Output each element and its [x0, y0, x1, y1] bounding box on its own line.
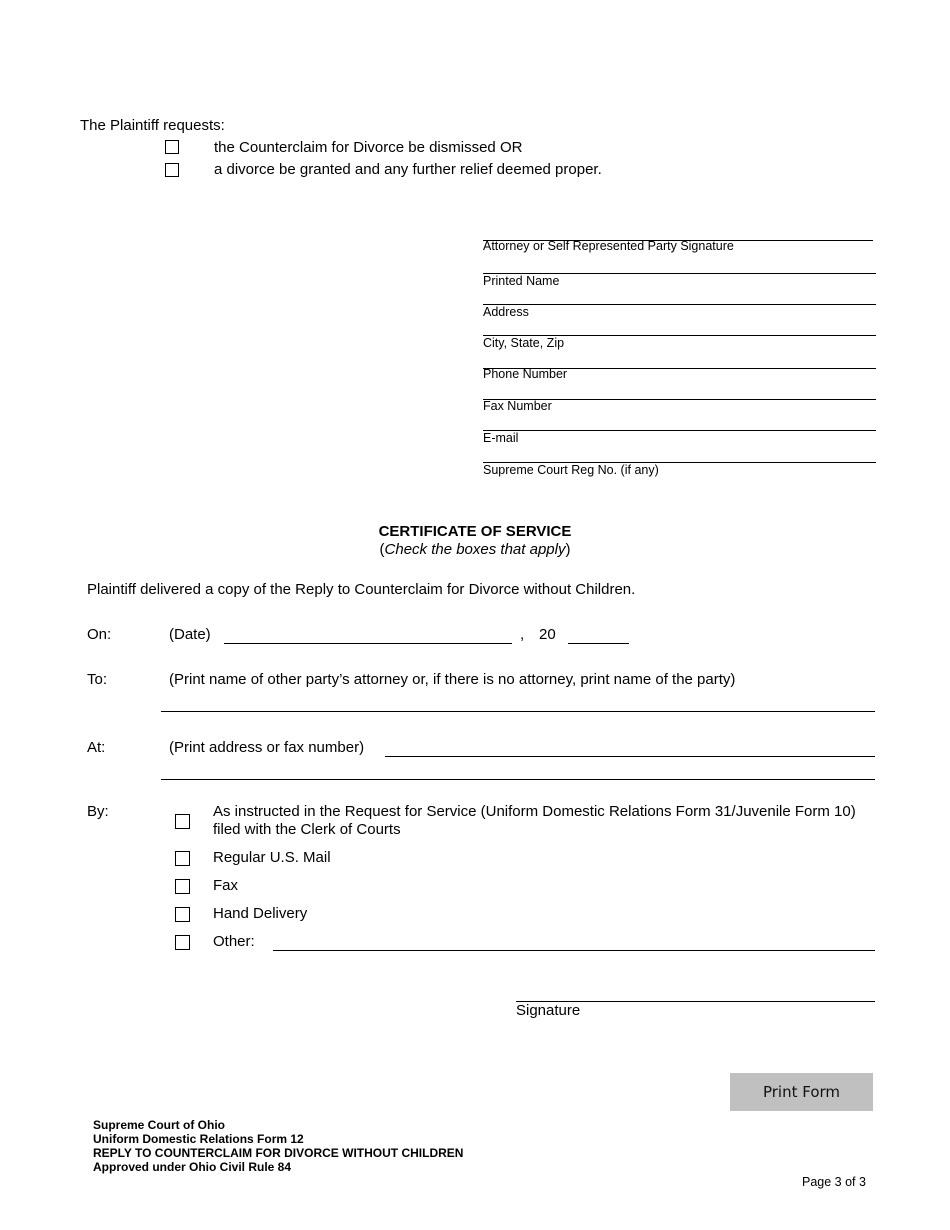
- on-label: On:: [87, 626, 112, 643]
- grant-divorce-option-label: a divorce be granted and any further relief deemed proper.: [214, 161, 602, 178]
- footer-form-number: Uniform Domestic Relations Form 12: [93, 1132, 304, 1146]
- year-prefix: 20: [539, 626, 556, 643]
- address-fax-input-line[interactable]: [385, 756, 875, 757]
- footer-court: Supreme Court of Ohio: [93, 1118, 225, 1132]
- requests-heading: The Plaintiff requests:: [80, 117, 225, 134]
- city-state-zip-label: City, State, Zip: [483, 336, 565, 350]
- hand-delivery-checkbox[interactable]: [175, 907, 190, 922]
- grant-divorce-checkbox[interactable]: [165, 163, 179, 177]
- date-label: (Date): [169, 626, 211, 643]
- regular-mail-label: Regular U.S. Mail: [213, 849, 331, 866]
- email-line[interactable]: [483, 430, 876, 431]
- dismiss-checkbox[interactable]: [165, 140, 179, 154]
- year-input-line[interactable]: [568, 643, 629, 644]
- at-label: At:: [87, 739, 106, 756]
- address-label: Address: [483, 305, 529, 319]
- recipient-name-line[interactable]: [161, 711, 875, 712]
- regular-mail-checkbox[interactable]: [175, 851, 190, 866]
- fax-number-label: Fax Number: [483, 399, 552, 413]
- request-for-service-label: As instructed in the Request for Service (Uniform Domestic Relations Form 31/Juvenile Form 10) filed with the Clerk of Courts: [213, 803, 856, 838]
- certificate-instruction: [0, 541, 950, 559]
- delivered-statement: Plaintiff delivered a copy of the Reply to Counterclaim for Divorce without Children.: [87, 581, 636, 598]
- request-for-service-checkbox[interactable]: [175, 814, 190, 829]
- certificate-title: CERTIFICATE OF SERVICE: [378, 523, 572, 540]
- by-label: By:: [87, 803, 109, 820]
- print-form-button[interactable]: Print Form: [730, 1073, 873, 1111]
- printed-name-label: Printed Name: [483, 274, 560, 288]
- service-signature-label: Signature: [516, 1002, 581, 1019]
- phone-number-label: Phone Number: [483, 367, 568, 381]
- fax-label: Fax: [213, 877, 239, 894]
- footer-form-title: REPLY TO COUNTERCLAIM FOR DIVORCE WITHOUT CHILDREN: [93, 1146, 464, 1160]
- supreme-court-reg-label: Supreme Court Reg No. (if any): [483, 463, 659, 477]
- date-comma: ,: [520, 626, 525, 643]
- page-number: Page 3 of 3: [802, 1175, 866, 1189]
- footer-approval: Approved under Ohio Civil Rule 84: [93, 1160, 292, 1174]
- instruction-paren-open: (: [379, 541, 385, 558]
- date-input-line[interactable]: [224, 643, 512, 644]
- attorney-signature-label: Attorney or Self Represented Party Signature: [483, 239, 734, 253]
- dismiss-option-label: the Counterclaim for Divorce be dismissed OR: [214, 139, 523, 156]
- instruction-text: Check the boxes that apply: [384, 541, 566, 558]
- instruction-paren-close: ): [565, 541, 571, 558]
- to-label: To:: [87, 671, 108, 688]
- address-line[interactable]: [483, 304, 876, 305]
- address-fax-second-line[interactable]: [161, 779, 875, 780]
- at-instruction: (Print address or fax number): [169, 739, 365, 756]
- email-label: E-mail: [483, 431, 519, 445]
- other-input-line[interactable]: [273, 950, 875, 951]
- to-instruction: (Print name of other party’s attorney or, if there is no attorney, print name of the party): [169, 671, 736, 688]
- other-checkbox[interactable]: [175, 935, 190, 950]
- fax-checkbox[interactable]: [175, 879, 190, 894]
- other-label: Other:: [213, 933, 255, 950]
- hand-delivery-label: Hand Delivery: [213, 905, 308, 922]
